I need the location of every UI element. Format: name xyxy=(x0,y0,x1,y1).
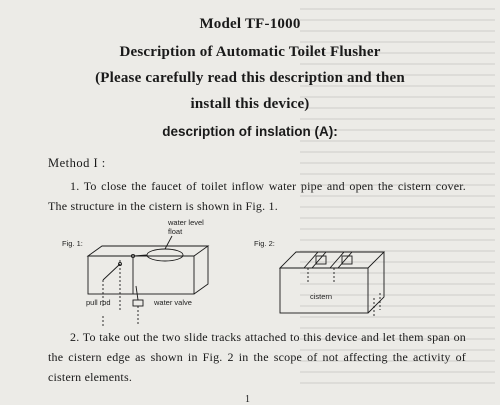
fig1-callout-water-level: water level xyxy=(168,218,204,227)
description-title: Description of Automatic Toilet Flusher xyxy=(119,44,381,60)
fig2-cistern-drawing xyxy=(274,238,396,328)
fig2-callout-cistern: cistern xyxy=(310,292,333,301)
page-number: 1 xyxy=(245,394,250,405)
fig2-label: Fig. 2: xyxy=(254,239,275,248)
paragraph-step-1: 1. To close the faucet of toilet inflow water pipe and open the cistern cover. The structure in the cistern is shown in Fig. 1. xyxy=(48,179,466,213)
fig1-callout-float: float xyxy=(168,227,183,236)
paragraph-step-2: 2. To take out the two slide tracks attached to this device and let them span on the cistern edge as shown in Fig. 2 in the scope of not affecting the activity of cistern elements. xyxy=(48,330,466,384)
model-title: Model TF-1000 xyxy=(199,16,301,32)
method-label: Method I : xyxy=(48,156,106,170)
fig1-callout-pull-rod: pull rod xyxy=(86,298,111,307)
fig1-callout-water-valve: water valve xyxy=(154,298,192,307)
figures-area xyxy=(62,216,402,328)
section-heading: description of inslation (A): xyxy=(162,124,338,139)
fig1-cistern-drawing xyxy=(62,216,232,328)
instruction-title-line-1: (Please carefully read this description and then xyxy=(95,70,405,86)
fig1-label: Fig. 1: xyxy=(62,239,83,248)
instruction-title-line-2: install this device) xyxy=(190,96,310,112)
